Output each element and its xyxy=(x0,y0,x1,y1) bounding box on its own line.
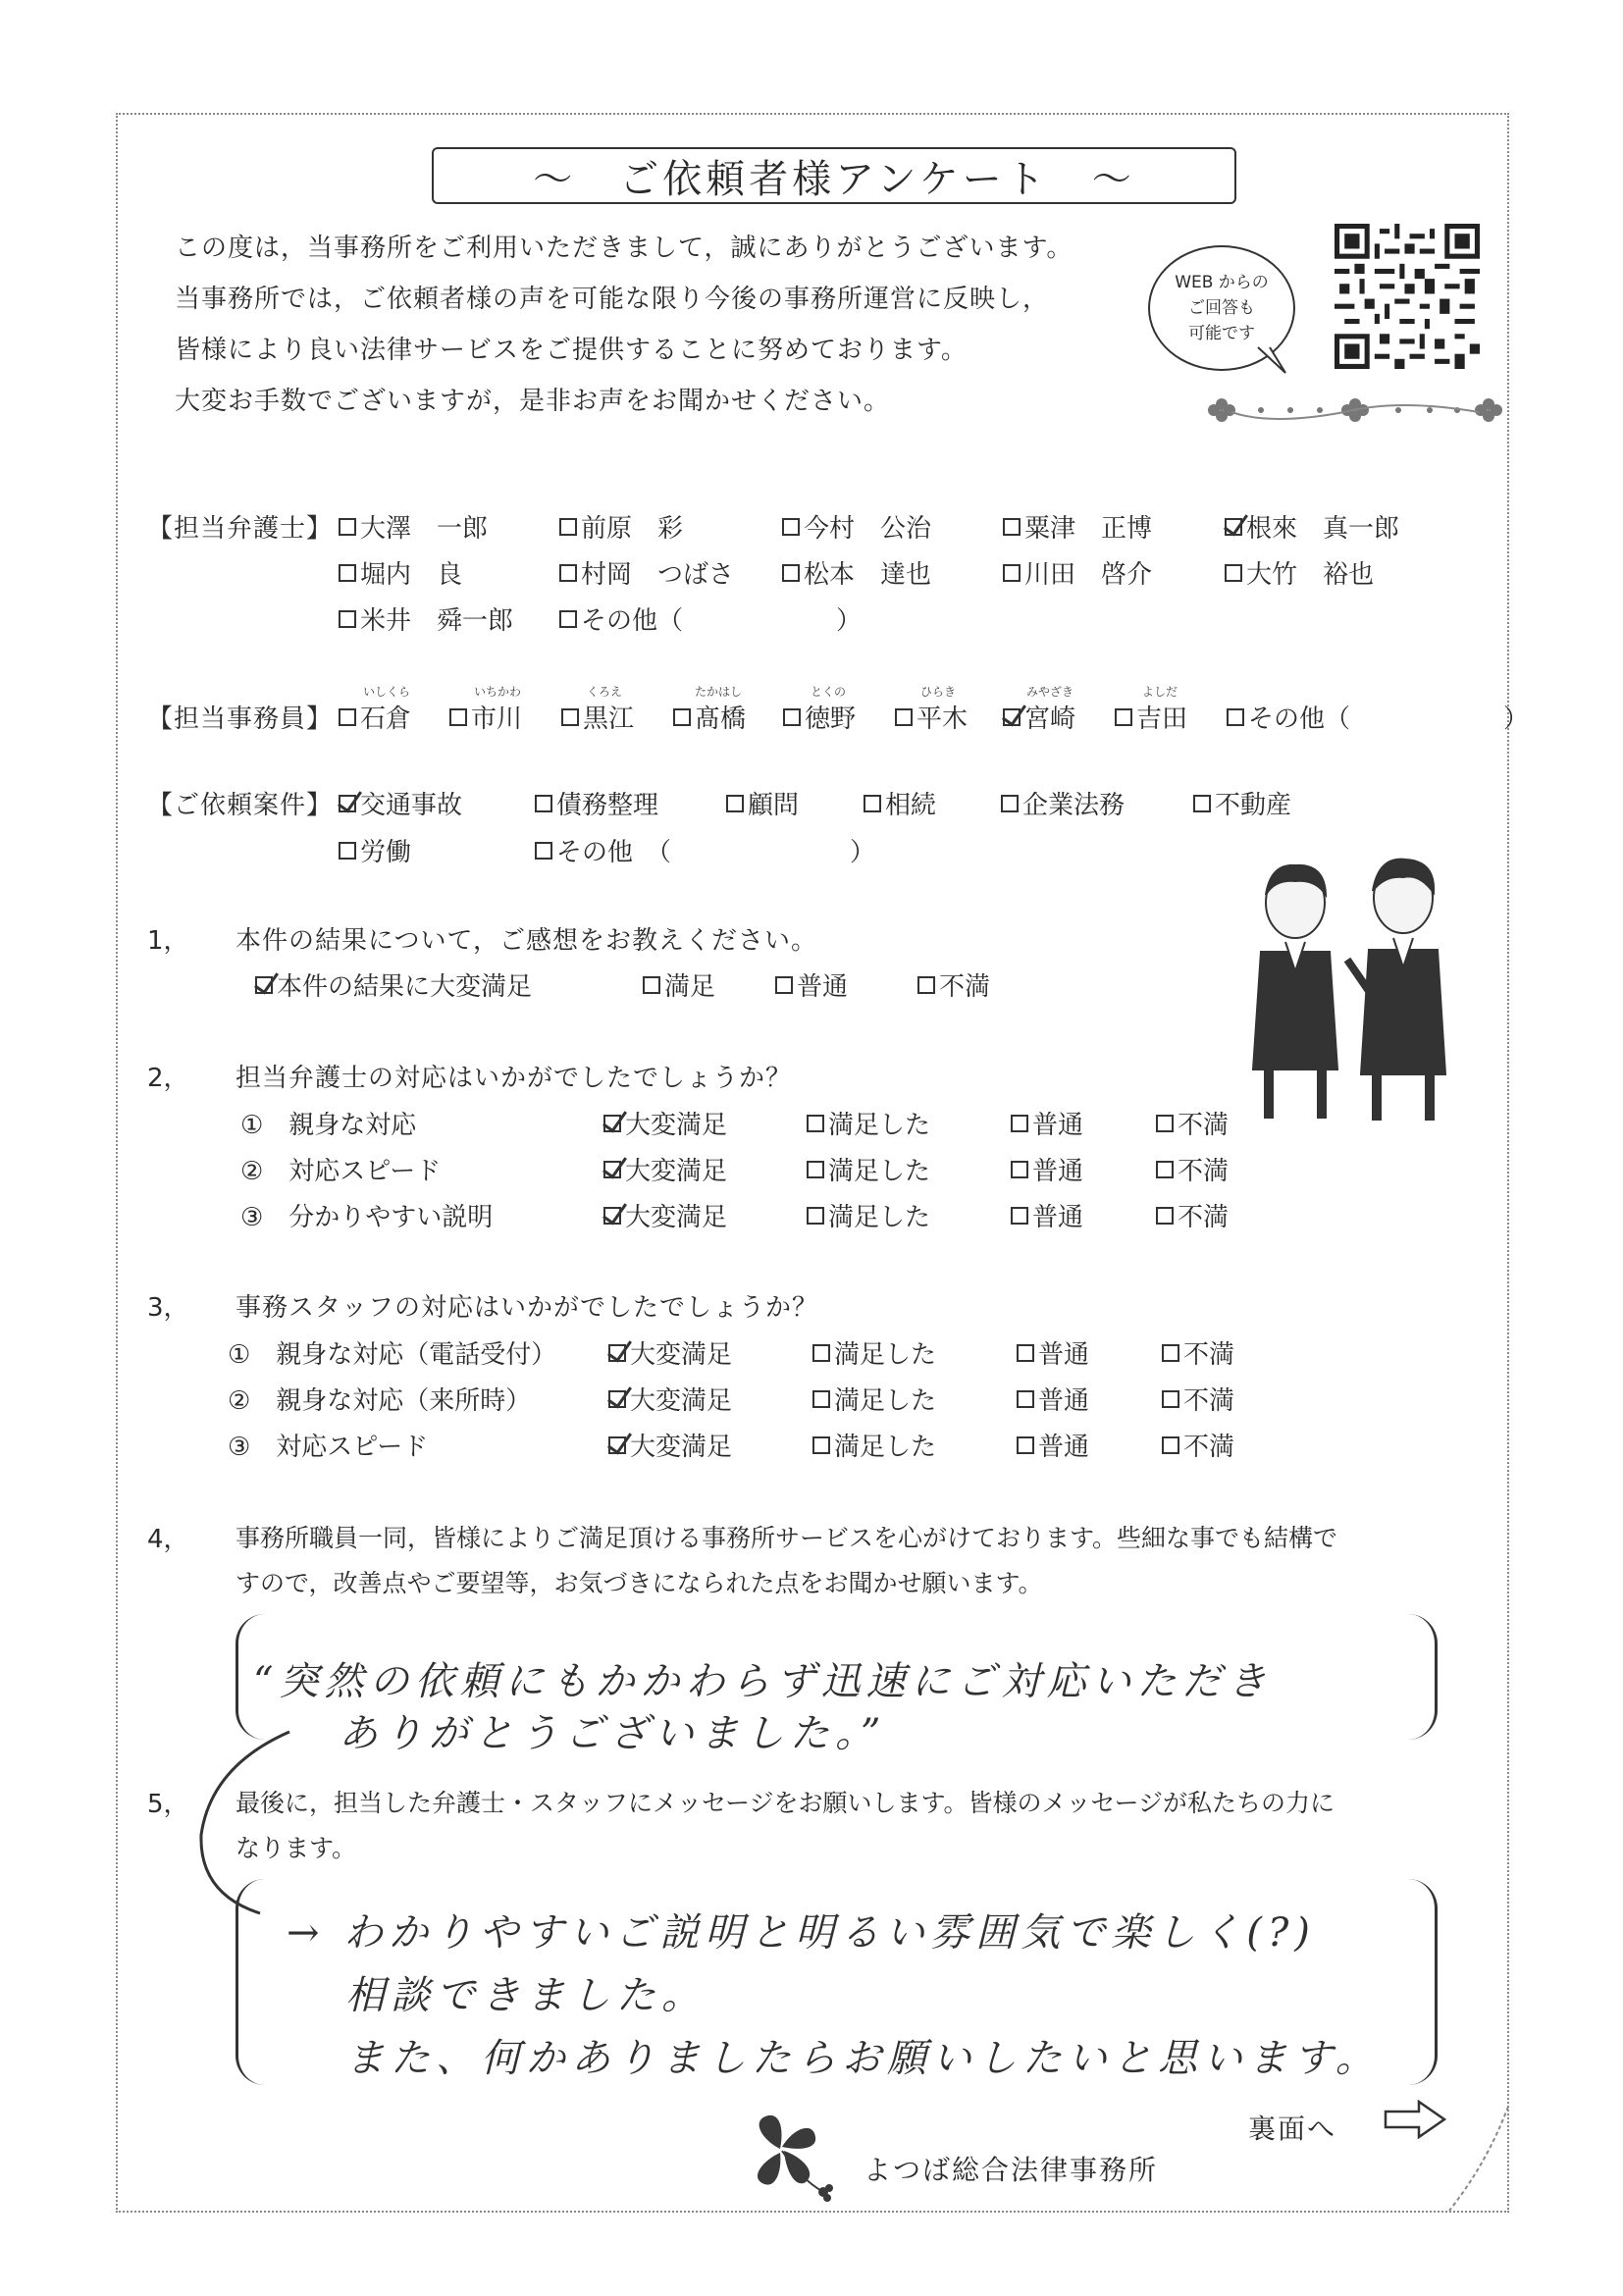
checkbox[interactable] xyxy=(1156,1207,1174,1225)
lawyer-option-other[interactable]: その他（ ） xyxy=(559,600,862,637)
checkbox[interactable] xyxy=(339,842,356,860)
question-5-text-line-2: なります。 xyxy=(236,1834,357,1862)
checkbox-checked[interactable] xyxy=(608,1344,626,1362)
q2-row-2-satisfied[interactable]: 満足した xyxy=(807,1151,930,1187)
checkbox[interactable] xyxy=(1003,564,1021,582)
question-3-text: 事務スタッフの対応はいかがでしたでしょうか？ xyxy=(236,1293,819,1323)
checkbox[interactable] xyxy=(1011,1115,1028,1132)
checkbox[interactable] xyxy=(339,610,356,628)
checkbox[interactable] xyxy=(1017,1436,1034,1454)
checkbox[interactable] xyxy=(775,976,793,994)
lawyer-option-awazu[interactable]: 粟津 正博 xyxy=(1003,508,1152,545)
intro-line-1: この度は，当事務所をご利用いただきまして，誠にありがとうございます。 xyxy=(175,234,1073,263)
checkbox[interactable] xyxy=(782,564,800,582)
q2-row-3-dissatisfied[interactable]: 不満 xyxy=(1156,1197,1229,1233)
question-5-text-line-1: 最後に，担当した弁護士・スタッフにメッセージをお願いします。皆様のメッセージが私たちの力に xyxy=(236,1789,1335,1817)
checkbox[interactable] xyxy=(782,518,800,536)
checkbox[interactable] xyxy=(673,708,691,726)
checkbox[interactable] xyxy=(812,1390,830,1408)
staff-ruby: たかはし xyxy=(695,685,743,699)
question-5-number: 5， xyxy=(147,1790,189,1819)
q2-row-1-normal[interactable]: 普通 xyxy=(1011,1105,1083,1141)
question-2-text: 担当弁護士の対応はいかがでしたでしょうか？ xyxy=(236,1064,793,1093)
lawyer-option-negoro[interactable]: 根來 真一郎 xyxy=(1225,508,1399,545)
staff-option-ishikura[interactable]: 石倉 xyxy=(339,699,411,735)
bubble-line-3: 可能です xyxy=(1188,324,1255,343)
checkbox[interactable] xyxy=(1017,1390,1034,1408)
case-option-labor[interactable]: 労働 xyxy=(339,832,411,868)
right-arrow-icon[interactable] xyxy=(1384,2100,1446,2139)
staff-ruby: いちかわ xyxy=(474,685,522,699)
checkbox[interactable] xyxy=(339,564,356,582)
checkbox[interactable] xyxy=(864,795,881,812)
q3-row-1-satisfied[interactable]: 満足した xyxy=(812,1334,936,1371)
intro-line-3: 皆様により良い法律サービスをご提供することに努めております。 xyxy=(175,336,968,365)
checkbox[interactable] xyxy=(807,1207,824,1225)
checkbox[interactable] xyxy=(559,518,577,536)
checkbox[interactable] xyxy=(1011,1207,1028,1225)
q1-option-very-satisfied[interactable]: 本件の結果に大変満足 xyxy=(255,966,532,1003)
bubble-line-2: ご回答も xyxy=(1188,298,1255,318)
q4-handwritten-line-2: ありがとうございました。” xyxy=(339,1711,887,1756)
q2-row-1-satisfied[interactable]: 満足した xyxy=(807,1105,930,1141)
qr-code-icon[interactable] xyxy=(1335,224,1480,369)
q3-row-1-label: ① 親身な対応（電話受付） xyxy=(228,1340,557,1370)
staff-option-yoshida[interactable]: 吉田 xyxy=(1115,699,1187,735)
q3-row-3-label: ③ 対応スピード xyxy=(228,1433,429,1462)
lawyer-option-muraoka[interactable]: 村岡 つばさ xyxy=(559,554,734,591)
checkbox[interactable] xyxy=(449,708,467,726)
checkbox[interactable] xyxy=(812,1436,830,1454)
lawyer-option-yonei[interactable]: 米井 舜一郎 xyxy=(339,600,513,637)
bubble-line-1: WEB からの xyxy=(1175,273,1269,292)
checkbox[interactable] xyxy=(1017,1344,1034,1362)
office-name: よつば総合法律事務所 xyxy=(864,2154,1159,2186)
question-1-number: 1， xyxy=(147,926,189,956)
q3-row-3-very-satisfied[interactable]: 大変満足 xyxy=(608,1427,732,1463)
checkbox[interactable] xyxy=(559,564,577,582)
q5-handwritten-line-3: また、何かありましたらお願いしたいと思います。 xyxy=(345,2036,1381,2081)
checkbox[interactable] xyxy=(917,976,935,994)
case-option-traffic-accident[interactable]: 交通事故 xyxy=(339,785,462,821)
lawyer-option-maehara[interactable]: 前原 彩 xyxy=(559,508,683,545)
lawyer-option-horiuchi[interactable]: 堀内 良 xyxy=(339,554,462,591)
checkbox[interactable] xyxy=(1001,795,1019,812)
q3-row-2-very-satisfied[interactable]: 大変満足 xyxy=(608,1381,732,1417)
q1-option-normal[interactable]: 普通 xyxy=(775,966,848,1003)
page-curl-corner xyxy=(1447,2105,1516,2215)
question-4-text-line-1: 事務所職員一同，皆様によりご満足頂ける事務所サービスを心がけております。些細な事でも結構で xyxy=(236,1524,1338,1552)
q2-row-2-label: ② 対応スピード xyxy=(240,1157,442,1186)
intro-line-2: 当事務所では，ご依頼者様の声を可能な限り今後の事務所運営に反映し， xyxy=(175,285,1050,314)
case-option-inheritance[interactable]: 相続 xyxy=(864,785,936,821)
checkbox[interactable] xyxy=(643,976,660,994)
checkbox[interactable] xyxy=(1156,1161,1174,1178)
checkbox[interactable] xyxy=(339,708,356,726)
staff-ruby: みやざき xyxy=(1026,685,1074,699)
checkbox-checked[interactable] xyxy=(1003,708,1021,726)
staff-ruby: ひらき xyxy=(920,685,957,699)
q2-row-2-dissatisfied[interactable]: 不満 xyxy=(1156,1151,1229,1187)
q3-row-2-label: ② 親身な対応（来所時） xyxy=(228,1386,532,1416)
checkbox[interactable] xyxy=(1003,518,1021,536)
checkbox[interactable] xyxy=(535,842,552,860)
staff-option-ichikawa[interactable]: 市川 xyxy=(449,699,522,735)
staff-option-other[interactable]: その他（ ） xyxy=(1227,699,1529,735)
checkbox[interactable] xyxy=(807,1115,824,1132)
q2-row-1-dissatisfied[interactable]: 不満 xyxy=(1156,1105,1229,1141)
q2-row-3-very-satisfied[interactable]: 大変満足 xyxy=(603,1197,727,1233)
q2-row-1-label: ① 親身な対応 xyxy=(240,1111,417,1140)
checkbox-checked[interactable] xyxy=(608,1390,626,1408)
q3-row-3-satisfied[interactable]: 満足した xyxy=(812,1427,936,1463)
page-title: ～ ご依頼者様アンケート ～ xyxy=(432,147,1236,204)
checkbox[interactable] xyxy=(339,518,356,536)
case-option-debt[interactable]: 債務整理 xyxy=(535,785,658,821)
next-page-label[interactable]: 裏面へ xyxy=(1248,2113,1337,2145)
checkbox[interactable] xyxy=(812,1344,830,1362)
checkbox[interactable] xyxy=(1011,1161,1028,1178)
q2-row-3-normal[interactable]: 普通 xyxy=(1011,1197,1083,1233)
checkbox-checked[interactable] xyxy=(603,1207,621,1225)
checkbox-checked[interactable] xyxy=(608,1436,626,1454)
staff-option-takahashi[interactable]: 髙橋 xyxy=(673,699,746,735)
q3-row-2-satisfied[interactable]: 満足した xyxy=(812,1381,936,1417)
checkbox[interactable] xyxy=(895,708,913,726)
staff-ruby: くろえ xyxy=(587,685,623,699)
staff-section-label: 【担当事務員】 xyxy=(147,704,334,734)
case-section-label: 【ご依頼案件】 xyxy=(147,791,334,820)
clover-flower-decoration-icon xyxy=(1202,391,1516,430)
question-1-text: 本件の結果について，ご感想をお教えください。 xyxy=(236,926,817,956)
q1-option-dissatisfied[interactable]: 不満 xyxy=(917,966,990,1003)
checkbox[interactable] xyxy=(1162,1390,1179,1408)
checkbox[interactable] xyxy=(559,610,577,628)
checkbox[interactable] xyxy=(807,1161,824,1178)
q2-row-2-very-satisfied[interactable]: 大変満足 xyxy=(603,1151,727,1187)
checkbox[interactable] xyxy=(1162,1436,1179,1454)
q3-row-3-normal[interactable]: 普通 xyxy=(1017,1427,1089,1463)
staff-option-hiraki[interactable]: 平木 xyxy=(895,699,968,735)
q3-row-2-normal[interactable]: 普通 xyxy=(1017,1381,1089,1417)
question-2-number: 2， xyxy=(147,1064,189,1093)
q3-row-1-dissatisfied[interactable]: 不満 xyxy=(1162,1334,1234,1371)
checkbox[interactable] xyxy=(726,795,744,812)
checkbox-checked[interactable] xyxy=(255,976,273,994)
q3-row-1-very-satisfied[interactable]: 大変満足 xyxy=(608,1334,732,1371)
checkbox[interactable] xyxy=(1225,564,1242,582)
q5-handwritten-line-1: → わかりやすいご説明と明るい雰囲気で楽しく(?) xyxy=(287,1910,1316,1956)
q2-row-3-satisfied[interactable]: 満足した xyxy=(807,1197,930,1233)
case-option-real-estate[interactable]: 不動産 xyxy=(1193,785,1291,821)
lawyer-option-kawada[interactable]: 川田 啓介 xyxy=(1003,554,1152,591)
staff-ruby: いしくら xyxy=(363,685,411,699)
staff-ruby: とくの xyxy=(811,685,847,699)
checkbox[interactable] xyxy=(1162,1344,1179,1362)
q5-handwritten-line-2: 相談できました。 xyxy=(345,1973,707,2018)
q2-row-3-label: ③ 分かりやすい説明 xyxy=(240,1203,494,1232)
checkbox[interactable] xyxy=(783,708,801,726)
lawyer-option-osawa[interactable]: 大澤 一郎 xyxy=(339,508,488,545)
checkbox[interactable] xyxy=(561,708,579,726)
checkbox[interactable] xyxy=(1227,708,1244,726)
staff-option-kuroe[interactable]: 黒江 xyxy=(561,699,634,735)
case-option-other[interactable]: その他 （ ） xyxy=(535,832,875,868)
yotsuba-clover-logo-icon xyxy=(741,2110,839,2204)
q2-row-1-very-satisfied[interactable]: 大変満足 xyxy=(603,1105,727,1141)
q1-option-satisfied[interactable]: 満足 xyxy=(643,966,715,1003)
question-4-text-line-2: すので，改善点やご要望等，お気づきになられた点をお聞かせ願います。 xyxy=(236,1569,1043,1597)
lawyer-section-label: 【担当弁護士】 xyxy=(147,514,334,544)
case-option-corporate[interactable]: 企業法務 xyxy=(1001,785,1125,821)
checkbox-checked[interactable] xyxy=(603,1115,621,1132)
question-3-number: 3， xyxy=(147,1293,189,1323)
checkbox-checked[interactable] xyxy=(339,795,356,812)
checkbox[interactable] xyxy=(1115,708,1132,726)
checkbox[interactable] xyxy=(1156,1115,1174,1132)
lawyer-illustration-icon xyxy=(1231,844,1467,1128)
checkbox[interactable] xyxy=(1193,795,1211,812)
checkbox[interactable] xyxy=(535,795,552,812)
lawyer-option-matsumoto[interactable]: 松本 達也 xyxy=(782,554,931,591)
intro-line-4: 大変お手数でございますが，是非お声をお聞かせください。 xyxy=(175,387,891,416)
q2-row-2-normal[interactable]: 普通 xyxy=(1011,1151,1083,1187)
lawyer-option-imamura[interactable]: 今村 公治 xyxy=(782,508,931,545)
bubble-tail xyxy=(1256,343,1295,383)
staff-option-miyazaki[interactable]: 宮崎 xyxy=(1003,699,1075,735)
q3-row-1-normal[interactable]: 普通 xyxy=(1017,1334,1089,1371)
q3-row-3-dissatisfied[interactable]: 不満 xyxy=(1162,1427,1234,1463)
case-option-advisory[interactable]: 顧問 xyxy=(726,785,799,821)
checkbox-checked[interactable] xyxy=(603,1161,621,1178)
lawyer-option-otake[interactable]: 大竹 裕也 xyxy=(1225,554,1374,591)
question-4-number: 4， xyxy=(147,1525,189,1554)
q4-handwritten-line-1: “突然の依頼にもかかわらず迅速にご対応いただき xyxy=(253,1659,1273,1704)
checkbox-checked[interactable] xyxy=(1225,518,1242,536)
q3-row-2-dissatisfied[interactable]: 不満 xyxy=(1162,1381,1234,1417)
staff-option-tokuno[interactable]: 徳野 xyxy=(783,699,856,735)
staff-ruby: よしだ xyxy=(1142,685,1178,699)
